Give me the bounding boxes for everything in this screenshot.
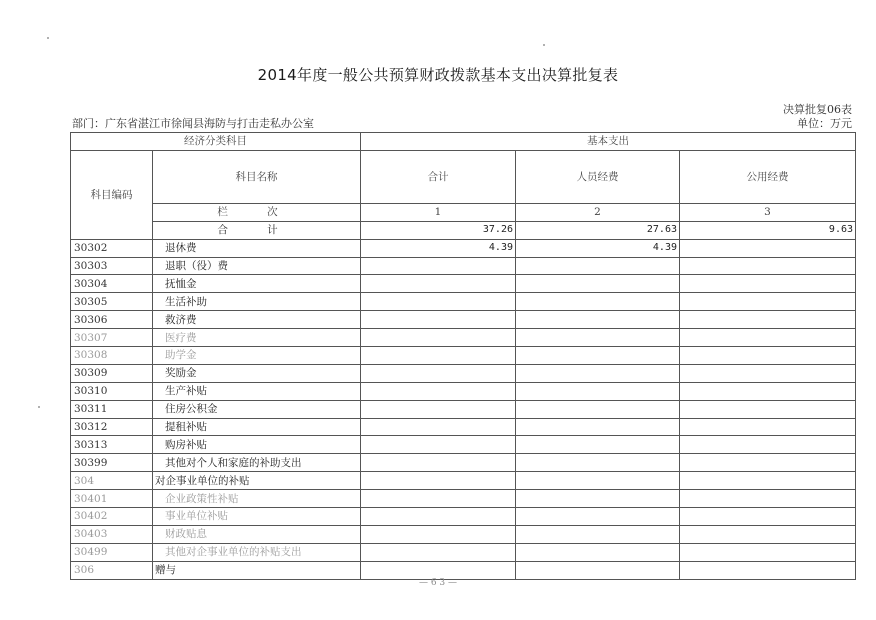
row-code: 30310 xyxy=(71,382,153,400)
row-total xyxy=(361,418,516,436)
table-row xyxy=(71,561,856,579)
table-row xyxy=(71,329,856,347)
unit-label: 单位：万元 xyxy=(797,117,852,130)
row-code: 30312 xyxy=(71,418,153,436)
form-number: 决算批复06表 xyxy=(783,103,852,116)
table-row xyxy=(71,364,856,382)
row-name: 生产补贴 xyxy=(153,382,361,400)
table-row xyxy=(71,508,856,526)
row-public xyxy=(680,329,856,347)
header-basic-expense: 基本支出 xyxy=(361,133,856,151)
table-row xyxy=(71,490,856,508)
row-public xyxy=(680,454,856,472)
row-personnel xyxy=(516,400,680,418)
row-public xyxy=(680,293,856,311)
row-personnel xyxy=(516,525,680,543)
row-code: 30306 xyxy=(71,311,153,329)
grand-public-value: 9.63 xyxy=(680,221,856,239)
row-name: 其他对企事业单位的补贴支出 xyxy=(153,543,361,561)
row-public xyxy=(680,364,856,382)
table-row xyxy=(71,400,856,418)
row-public xyxy=(680,275,856,293)
expense-table xyxy=(70,132,856,580)
column-index-3: 3 xyxy=(680,203,856,221)
row-personnel xyxy=(516,364,680,382)
row-public xyxy=(680,418,856,436)
column-index-label: 栏 次 xyxy=(153,203,361,221)
row-code: 30311 xyxy=(71,400,153,418)
row-code: 30304 xyxy=(71,275,153,293)
row-total xyxy=(361,508,516,526)
header-public-expense: 公用经费 xyxy=(680,150,856,203)
row-public xyxy=(680,508,856,526)
department-label: 部门：广东省湛江市徐闻县海防与打击走私办公室 xyxy=(72,117,314,130)
row-name: 赠与 xyxy=(153,561,361,579)
table-row xyxy=(71,257,856,275)
row-public xyxy=(680,472,856,490)
row-public xyxy=(680,543,856,561)
row-public xyxy=(680,561,856,579)
row-personnel xyxy=(516,436,680,454)
column-index-2: 2 xyxy=(516,203,680,221)
table-row xyxy=(71,418,856,436)
row-public xyxy=(680,382,856,400)
row-public xyxy=(680,239,856,257)
row-code: 30307 xyxy=(71,329,153,347)
row-total xyxy=(361,382,516,400)
row-name: 财政贴息 xyxy=(153,525,361,543)
table-row xyxy=(71,436,856,454)
row-code: 304 xyxy=(71,472,153,490)
row-code: 30305 xyxy=(71,293,153,311)
row-code: 30403 xyxy=(71,525,153,543)
row-total xyxy=(361,454,516,472)
row-personnel xyxy=(516,472,680,490)
row-personnel xyxy=(516,490,680,508)
row-total xyxy=(361,275,516,293)
row-name: 企业政策性补贴 xyxy=(153,490,361,508)
row-name: 退职（役）费 xyxy=(153,257,361,275)
row-personnel xyxy=(516,508,680,526)
row-personnel xyxy=(516,561,680,579)
row-personnel: 4.39 xyxy=(516,239,680,257)
scan-speck xyxy=(47,37,49,39)
table-row xyxy=(71,239,856,257)
row-personnel xyxy=(516,329,680,347)
row-personnel xyxy=(516,293,680,311)
row-total xyxy=(361,436,516,454)
column-index-1: 1 xyxy=(361,203,516,221)
table-row xyxy=(71,454,856,472)
row-name: 医疗费 xyxy=(153,329,361,347)
row-public xyxy=(680,400,856,418)
header-subject-code: 科目编码 xyxy=(71,150,153,239)
row-name: 提租补贴 xyxy=(153,418,361,436)
table-row xyxy=(71,525,856,543)
header-personnel: 人员经费 xyxy=(516,150,680,203)
row-name: 事业单位补贴 xyxy=(153,508,361,526)
scan-speck xyxy=(38,406,40,408)
grand-total-value: 37.26 xyxy=(361,221,516,239)
row-personnel xyxy=(516,543,680,561)
row-code: 30402 xyxy=(71,508,153,526)
row-personnel xyxy=(516,311,680,329)
row-name: 生活补助 xyxy=(153,293,361,311)
row-name: 救济费 xyxy=(153,311,361,329)
row-public xyxy=(680,257,856,275)
row-code: 30499 xyxy=(71,543,153,561)
row-code: 30309 xyxy=(71,364,153,382)
row-code: 30399 xyxy=(71,454,153,472)
table-row xyxy=(71,472,856,490)
row-code: 30302 xyxy=(71,239,153,257)
grand-personnel-value: 27.63 xyxy=(516,221,680,239)
row-name: 退休费 xyxy=(153,239,361,257)
row-total xyxy=(361,525,516,543)
row-name: 对企事业单位的补贴 xyxy=(153,472,361,490)
table-row xyxy=(71,382,856,400)
row-total xyxy=(361,400,516,418)
row-personnel xyxy=(516,454,680,472)
row-public xyxy=(680,525,856,543)
table-row xyxy=(71,543,856,561)
row-personnel xyxy=(516,275,680,293)
page-number: — 6 3 — xyxy=(418,578,458,588)
row-total: 4.39 xyxy=(361,239,516,257)
row-total xyxy=(361,329,516,347)
row-total xyxy=(361,490,516,508)
row-code: 30308 xyxy=(71,347,153,365)
row-public xyxy=(680,490,856,508)
row-total xyxy=(361,364,516,382)
row-code: 30303 xyxy=(71,257,153,275)
row-total xyxy=(361,257,516,275)
row-name: 住房公积金 xyxy=(153,400,361,418)
row-code: 30401 xyxy=(71,490,153,508)
row-name: 助学金 xyxy=(153,347,361,365)
row-public xyxy=(680,347,856,365)
row-name: 其他对个人和家庭的补助支出 xyxy=(153,454,361,472)
row-name: 抚恤金 xyxy=(153,275,361,293)
table-row xyxy=(71,311,856,329)
row-total xyxy=(361,561,516,579)
scan-speck xyxy=(543,44,545,46)
row-public xyxy=(680,436,856,454)
row-personnel xyxy=(516,257,680,275)
row-total xyxy=(361,293,516,311)
row-name: 购房补贴 xyxy=(153,436,361,454)
grand-total-label: 合 计 xyxy=(153,221,361,239)
row-total xyxy=(361,543,516,561)
row-name: 奖励金 xyxy=(153,364,361,382)
row-personnel xyxy=(516,418,680,436)
row-total xyxy=(361,472,516,490)
row-code: 306 xyxy=(71,561,153,579)
row-personnel xyxy=(516,347,680,365)
report-title: 2014年度一般公共预算财政拨款基本支出决算批复表 xyxy=(257,66,619,84)
row-public xyxy=(680,311,856,329)
row-total xyxy=(361,347,516,365)
header-econ-category: 经济分类科目 xyxy=(71,133,361,151)
table-row xyxy=(71,293,856,311)
table-row xyxy=(71,275,856,293)
row-personnel xyxy=(516,382,680,400)
row-total xyxy=(361,311,516,329)
table-row xyxy=(71,347,856,365)
header-subject-name: 科目名称 xyxy=(153,150,361,203)
header-total: 合计 xyxy=(361,150,516,203)
row-code: 30313 xyxy=(71,436,153,454)
